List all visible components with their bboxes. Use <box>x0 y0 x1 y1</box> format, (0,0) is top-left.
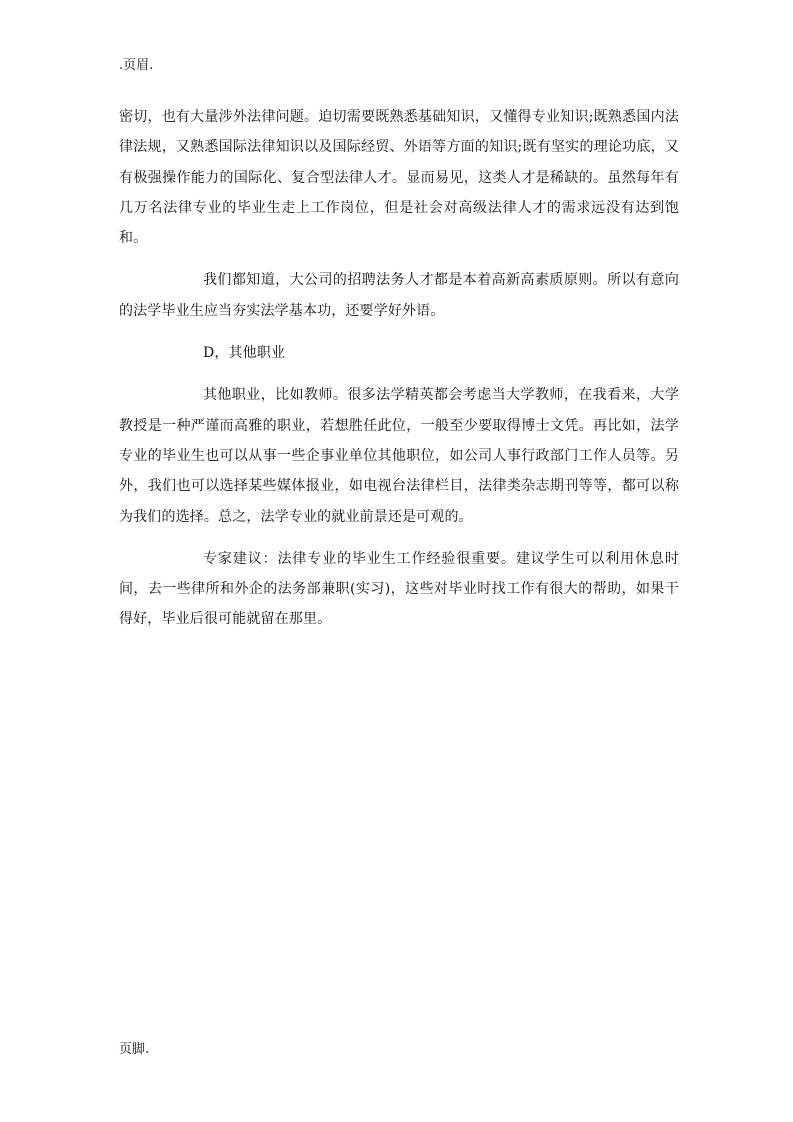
document-body <box>119 102 679 647</box>
paragraph-legal-talent-demand: 密切，也有大量涉外法律问题。迫切需要既熟悉基础知识，又懂得专业知识;既熟悉国内法律法规，又熟悉国际法律知识以及国际经贸、外语等方面的知识;既有坚实的理论功底，又有极强操作能力的国际化、复合型法律人才。显而易见，这类人才是稀缺的。虽然每年有几万名法律专业的毕业生走上工作岗位，但是社会对高级法律人才的需求远没有达到饱和。 <box>119 109 679 247</box>
page-footer: 页脚. <box>119 1042 150 1057</box>
paragraph-large-company-recruitment: 我们都知道，大公司的招聘法务人才都是本着高新高素质原则。所以有意向的法学毕业生应当夯实法学基本功，还要学好外语。 <box>119 272 679 319</box>
section-heading-other-careers: D，其他职业 <box>203 345 286 362</box>
page-header: .页眉. <box>119 58 154 73</box>
paragraph-other-careers: 其他职业，比如教师。很多法学精英都会考虑当大学教师，在我看来，大学教授是一种严谨而高雅的职业，若想胜任此位，一般至少要取得博士文凭。再比如，法学专业的毕业生也可以从事一些企事业单位其他职位，如公司人事行政部门工作人员等。另外，我们也可以选择某些媒体报业，如电视台法律栏目，法律类杂志期刊等等，都可以称为我们的选择。总之，法学专业的就业前景还是可观的。 <box>119 387 679 525</box>
paragraph-expert-advice: 专家建议：法律专业的毕业生工作经验很重要。建议学生可以利用休息时间，去一些律所和外企的法务部兼职(实习)，这些对毕业时找工作有很大的帮助，如果干得好，毕业后很可能就留在那里。 <box>119 550 679 628</box>
